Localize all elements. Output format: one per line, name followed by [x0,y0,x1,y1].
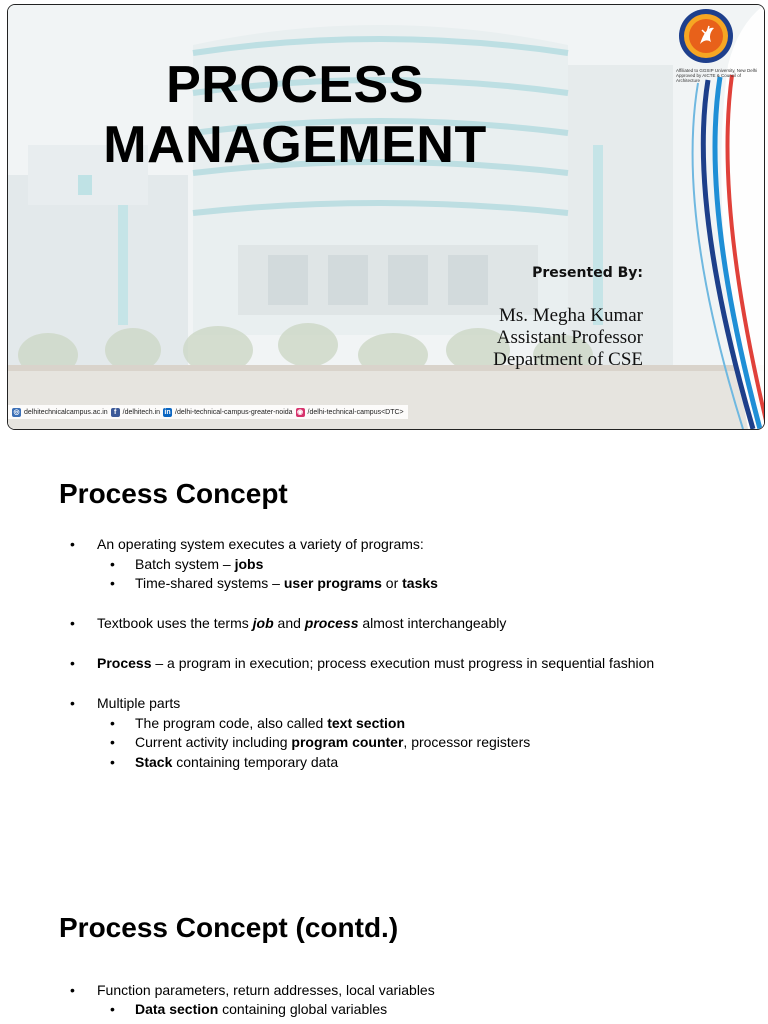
presenter-info [493,305,643,371]
bullet-bold-text: Data section [135,1001,219,1017]
sub-bullet-item [135,556,263,572]
sub-bullet-item [135,734,530,750]
bullet-item [97,982,435,998]
bullet-text: and [273,615,305,631]
bullet-bold-text: jobs [234,556,264,572]
linkedin-icon: in [164,408,171,416]
bullet-emphasis-text: process [304,615,359,631]
sub-bullet-item [135,1001,387,1017]
bullet-text: almost interchangeably [358,615,507,631]
bullet-text: Time-shared systems – [135,575,284,591]
bullet-text: Function parameters, return addresses, local variables [97,982,435,998]
bullet-text: , processor registers [403,734,531,750]
slide-process-concept-contd [0,900,768,1024]
sub-bullet-item [135,715,405,731]
title-line-1: PROCESS [166,56,424,114]
bullet-bold-text: tasks [402,575,438,591]
slide-title [8,55,582,175]
logo-caption-approval: Approved by AICTE & Council of Architecture [676,73,742,83]
college-logo [676,6,762,83]
slide-process-concept [0,440,768,880]
bullet-emphasis-text: job [252,615,274,631]
bullet-text: An operating system executes a variety of programs: [97,536,424,552]
logo-caption-affiliation: Affiliated to GGSIP University, New Delhi [676,68,758,73]
title-slide [7,4,765,430]
college-logo-emblem [678,6,734,66]
bullet-text: Textbook uses the terms [97,615,253,631]
sub-bullet-item [135,754,338,770]
presenter-role: Assistant Professor [496,327,643,348]
bullet-item [97,655,654,671]
presenter-name: Ms. Megha Kumar [498,305,643,326]
bullet-bold-text: Stack [135,754,173,770]
bullet-bold-text: user programs [283,575,382,591]
social-links-bar [8,405,408,419]
linkedin-link[interactable]: /delhi-technical-campus-greater-noida [175,408,293,416]
sub-bullet-item [135,575,438,591]
logo-caption [676,68,762,83]
bullet-bold-text: text section [327,715,406,731]
bullet-item [97,695,180,711]
bullet-text: Multiple parts [97,695,181,711]
bullet-text: Current activity including [135,734,292,750]
bullet-item [97,615,506,631]
bullet-bold-text: program counter [291,734,404,750]
title-line-2: MANAGEMENT [103,116,487,174]
bullet-text: – a program in execution; process execution must progress in sequential fashion [151,655,655,671]
bullet-text: The program code, also called [135,715,328,731]
presenter-department: Department of CSE [493,349,643,370]
slide-heading: Process Concept (contd.) [59,912,399,943]
instagram-icon: ◉ [296,408,304,416]
bullet-item [97,536,424,552]
bullet-bold-text: Process [97,655,152,671]
bullet-text: or [381,575,403,591]
website-link[interactable]: delhitechnicalcampus.ac.in [24,408,108,416]
bullet-text: containing global variables [218,1001,388,1017]
bullet-text: containing temporary data [172,754,339,770]
bullet-text: Batch system – [135,556,235,572]
facebook-icon: f [111,408,120,417]
facebook-link[interactable]: /delhitech.in [122,408,161,416]
presented-by-label: Presented By: [532,265,643,281]
slide-heading: Process Concept [59,478,288,509]
globe-icon: ◎ [13,408,20,416]
instagram-link[interactable]: /delhi-technical-campus<DTC> [307,408,404,416]
